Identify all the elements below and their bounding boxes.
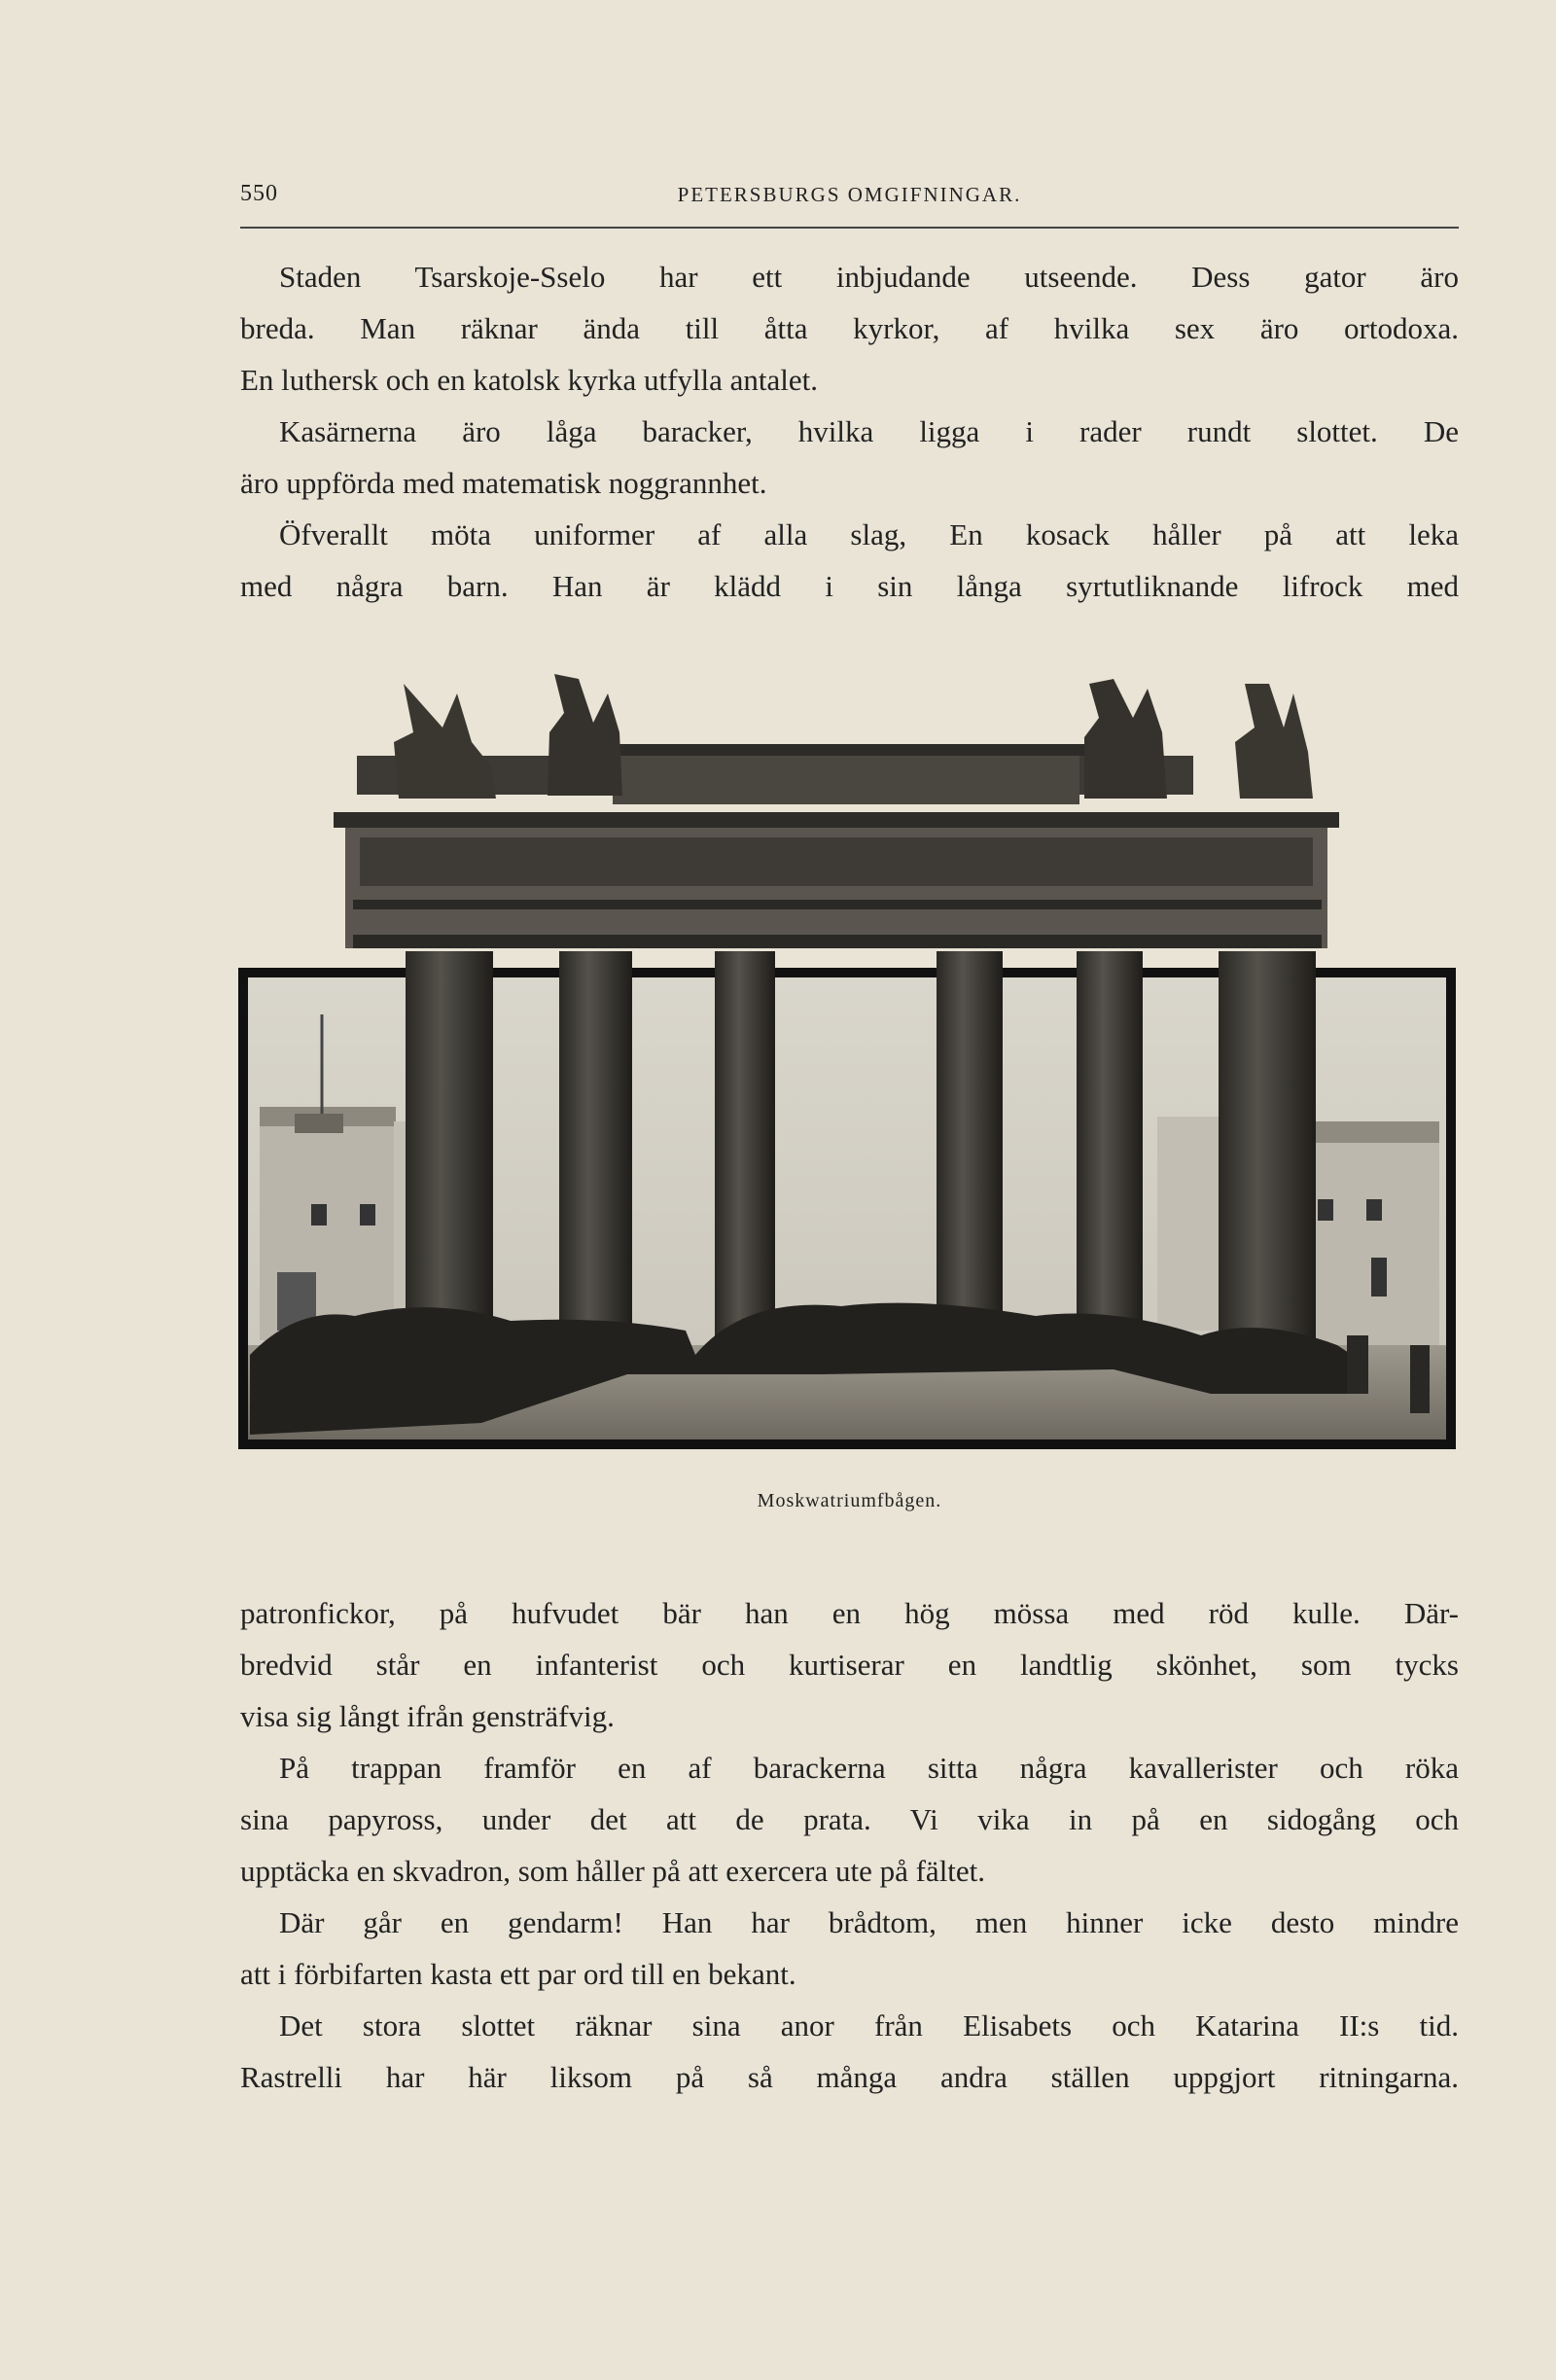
text-line: På trappan framför en af barackerna sitta några kavallerister och röka <box>279 1751 1459 1785</box>
text-line: att i förbifarten kasta ett par ord till en bekant. <box>240 1957 796 1991</box>
text-line: Där går en gendarm! Han har brådtom, men hinner icke desto mindre <box>279 1905 1459 1939</box>
text-line: Kasärnerna äro låga baracker, hvilka ligga i rader rundt slottet. De <box>279 414 1459 448</box>
text-block-top <box>240 251 1459 612</box>
header-rule <box>240 227 1459 229</box>
running-head: PETERSBURGS OMGIFNINGAR. <box>677 183 1022 206</box>
text-line: En luthersk och en katolsk kyrka utfylla antalet. <box>240 363 818 397</box>
photo-figure <box>238 674 1456 1449</box>
text-line: Staden Tsarskoje-Sselo har ett inbjudande utseende. Dess gator äro <box>279 260 1459 294</box>
text-line: Det stora slottet räknar sina anor från Elisabets och Katarina II:s tid. <box>279 2008 1459 2043</box>
text-block-bottom <box>240 1587 1459 2103</box>
text-line: äro uppförda med matematisk noggrannhet. <box>240 466 767 500</box>
page-number: 550 <box>240 181 278 206</box>
text-line: med några barn. Han är klädd i sin långa syrtutliknande lifrock med <box>240 569 1459 603</box>
text-line: patronfickor, på hufvudet bär han en hög mössa med röd kulle. Där- <box>240 1596 1459 1630</box>
text-line: breda. Man räknar ända till åtta kyrkor, af hvilka sex äro ortodoxa. <box>240 311 1459 345</box>
triumphal-arch-photo <box>238 674 1456 1449</box>
page-header <box>240 181 1459 220</box>
text-line: bredvid står en infanterist och kurtiserar en landtlig skönhet, som tycks <box>240 1648 1459 1682</box>
text-line: sina papyross, under det att de prata. Vi vika in på en sidogång och <box>240 1802 1459 1836</box>
text-line: Öfverallt möta uniformer af alla slag, En kosack håller på att leka <box>279 517 1459 551</box>
text-line: visa sig långt ifrån gensträfvig. <box>240 1699 615 1733</box>
text-line: upptäcka en skvadron, som håller på att exercera ute på fältet. <box>240 1854 986 1888</box>
figure-caption: Moskwatriumfbågen. <box>757 1490 942 1511</box>
text-line: Rastrelli har här liksom på så många andra ställen uppgjort ritningarna. <box>240 2060 1459 2094</box>
